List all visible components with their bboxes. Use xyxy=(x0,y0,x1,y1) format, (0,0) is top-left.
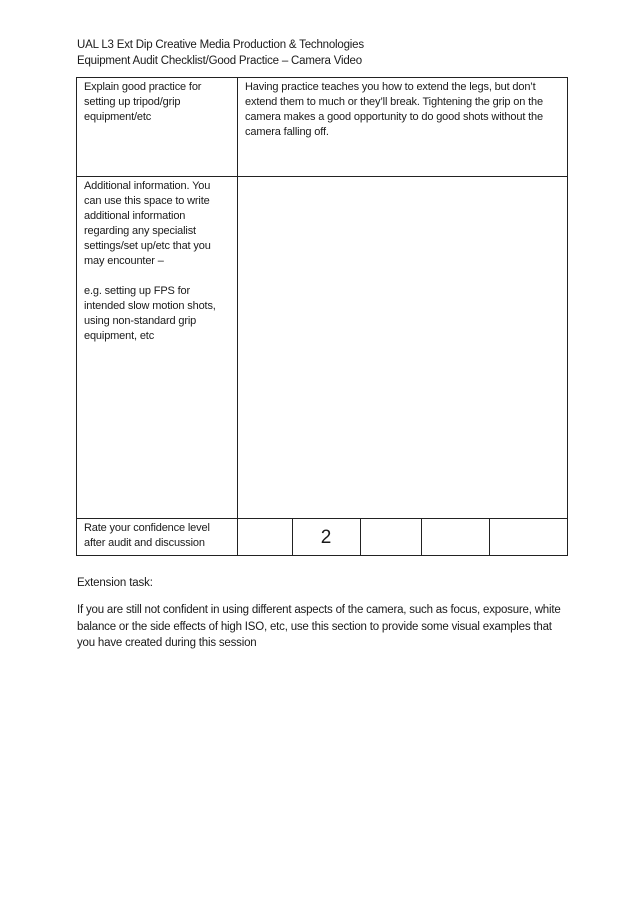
rating-box-1[interactable] xyxy=(238,519,292,555)
rating-box-2[interactable]: 2 xyxy=(292,519,360,555)
rating-cell-container xyxy=(238,519,568,556)
paragraph-gap xyxy=(84,269,230,284)
additional-info-example: e.g. setting up FPS for intended slow motion shots, using non-standard grip equipment, etc xyxy=(84,285,216,342)
extension-task-title: Extension task: xyxy=(77,577,153,589)
answer-cell-tripod[interactable]: Having practice teaches you how to extend the legs, but don’t extend them to much or they’ll break. Tightening the grip on the camera makes a good opportunity to do good shots without the camera falling off. xyxy=(238,78,568,177)
question-cell-confidence: Rate your confidence level after audit and discussion xyxy=(77,519,238,556)
question-cell-tripod: Explain good practice for setting up tripod/grip equipment/etc xyxy=(77,78,238,177)
rating-box-3[interactable] xyxy=(360,519,421,555)
rating-box-4[interactable] xyxy=(421,519,489,555)
table-row-tripod xyxy=(77,78,568,177)
audit-table xyxy=(76,77,568,556)
course-title: UAL L3 Ext Dip Creative Media Production & Technologies xyxy=(77,39,364,51)
rating-box-5[interactable] xyxy=(489,519,567,555)
table-row-additional-info xyxy=(77,177,568,519)
question-cell-additional-info xyxy=(77,177,238,519)
document-header xyxy=(77,37,364,69)
answer-cell-additional-info[interactable] xyxy=(238,177,568,519)
additional-info-prompt: Additional information. You can use this space to write additional information regarding any specialist settings/set up/etc that you may encounter – xyxy=(84,180,211,267)
extension-task-instructions: If you are still not confident in using different aspects of the camera, such as focus, exposure, white balance or the side effects of high ISO, etc, use this section to provide some visual examples that you have created during this session xyxy=(77,604,561,649)
table-row-confidence xyxy=(77,519,568,556)
confidence-rating-scale xyxy=(238,519,567,555)
document-title: Equipment Audit Checklist/Good Practice – Camera Video xyxy=(77,55,362,67)
